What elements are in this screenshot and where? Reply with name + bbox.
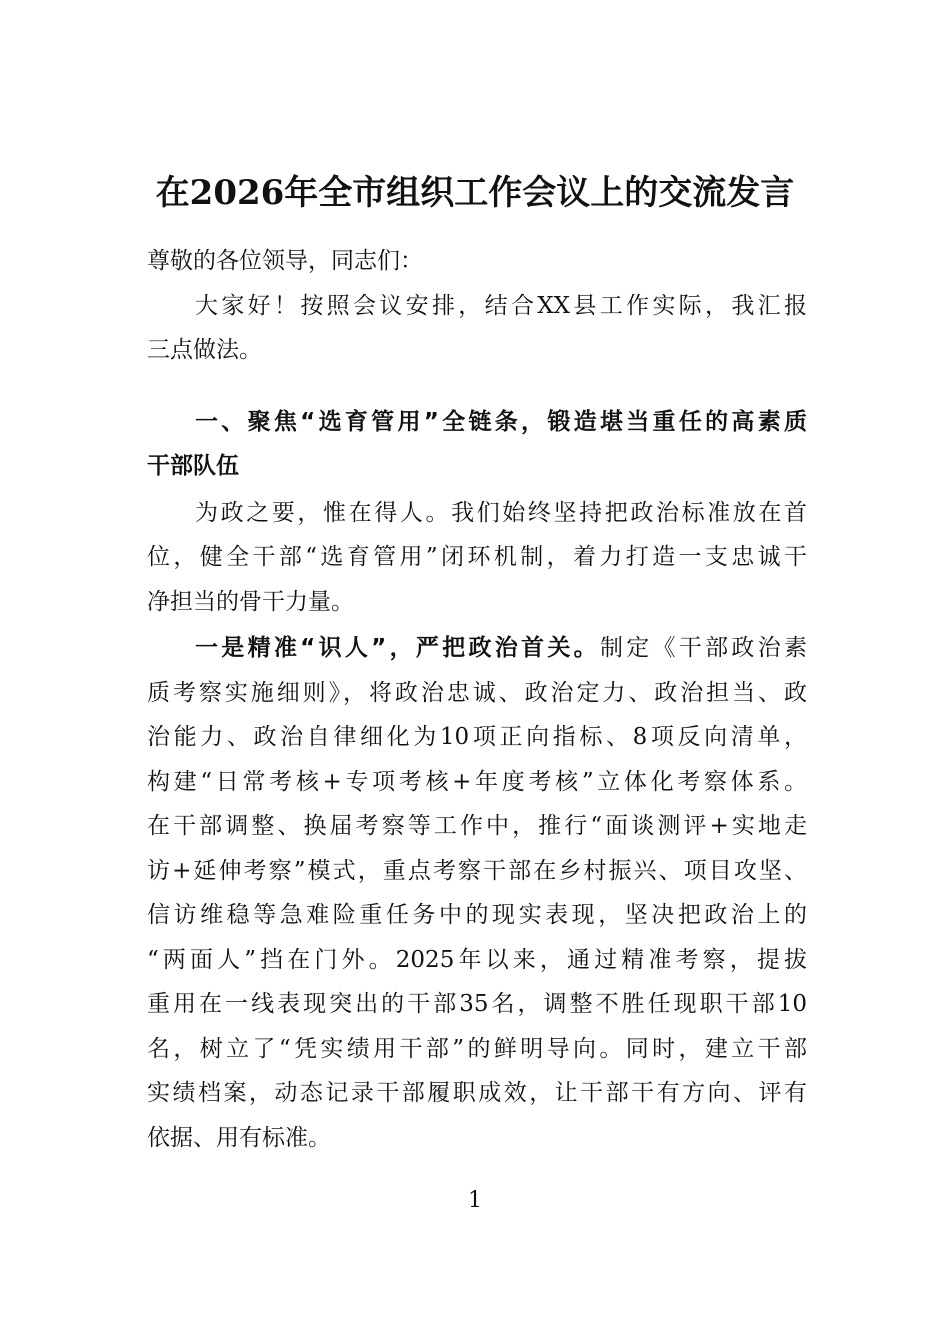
document-body: [147, 239, 807, 1160]
text-line: 三点做法。: [147, 337, 262, 363]
point-lead: 一是精准“识人”，严把政治首关。: [195, 635, 600, 661]
text-line: 位，健全干部“选育管用”闭环机制，着力打造一支忠诚干: [147, 544, 807, 570]
text-line: [147, 626, 807, 671]
document-title: 在2026年全市组织工作会议上的交流发言: [155, 173, 795, 213]
text-line: “两面人”挡在门外。2025年以来，通过精准考察，提拔: [147, 946, 807, 973]
section-heading: [147, 400, 807, 489]
text-line: 名，树立了“凭实绩用干部”的鲜明导向。同时，建立干部: [147, 1035, 807, 1062]
intro-paragraph: [147, 284, 807, 373]
text-line: 访+延伸考察”模式，重点考察干部在乡村振兴、项目攻坚、: [147, 857, 807, 884]
point-text: 制定《干部政治素: [599, 635, 808, 661]
text-line: 实绩档案，动态记录干部履职成效，让干部干有方向、评有: [147, 1080, 807, 1106]
text-line: 依据、用有标准。: [147, 1124, 331, 1151]
salutation: 尊敬的各位领导，同志们：: [147, 248, 423, 274]
text-line: 质考察实施细则》，将政治忠诚、政治定力、政治担当、政: [147, 679, 807, 706]
text-line: 治能力、政治自律细化为10项正向指标、8项反向清单，: [147, 724, 807, 750]
text-line: 在干部调整、换届考察等工作中，推行“面谈测评+实地走: [147, 813, 807, 839]
text-line: 干部队伍: [147, 453, 239, 479]
text-line: 信访维稳等急难险重任务中的现实表现，坚决把政治上的: [147, 902, 807, 928]
text-line: 为政之要，惟在得人。我们始终坚持把政治标准放在首: [195, 499, 807, 526]
point-paragraph: [147, 626, 807, 1160]
section-intro-paragraph: [147, 491, 807, 625]
text-line: 重用在一线表现突出的干部35名，调整不胜任现职干部10: [147, 991, 807, 1017]
text-line: 构建“日常考核+专项考核+年度考核”立体化考察体系。: [147, 768, 807, 795]
text-line: 一、聚焦“选育管用”全链条，锻造堪当重任的高素质: [195, 408, 807, 435]
text-line: 净担当的骨干力量。: [147, 588, 354, 615]
text-line: 大家好！按照会议安排，结合XX县工作实际，我汇报: [195, 292, 807, 319]
page-number: 1: [468, 1188, 482, 1213]
